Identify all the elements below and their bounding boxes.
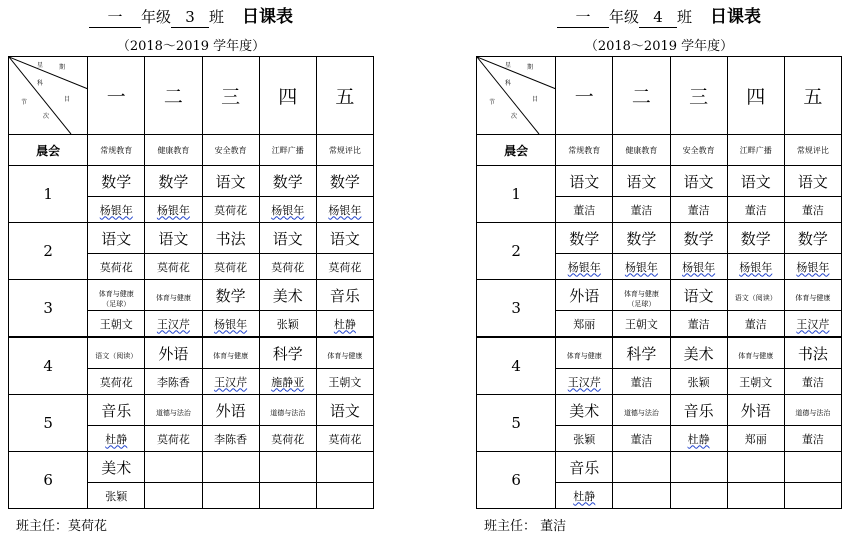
class-number: 3 <box>171 7 209 28</box>
teacher-cell <box>613 197 670 223</box>
subject-cell <box>145 280 202 311</box>
subject-name: 书法 <box>215 229 246 248</box>
subject-cell <box>316 280 373 311</box>
subject-cell <box>259 280 316 311</box>
teacher-cell <box>613 483 670 509</box>
subject-cell <box>316 337 373 369</box>
teacher-name: 施静亚 <box>271 375 305 389</box>
teacher-name: 王汉芹 <box>567 375 601 389</box>
subject-cell <box>727 452 784 483</box>
subject-cell <box>556 280 613 311</box>
subject-name: 音乐 <box>569 458 600 477</box>
subject-cell <box>259 395 316 426</box>
teacher-cell <box>145 197 202 223</box>
subject-cell <box>556 337 613 369</box>
corner-label-top1: 星 <box>37 62 44 69</box>
grade-label: 年级 <box>140 8 171 26</box>
day-header-3: 三 <box>670 57 727 135</box>
subject-cell <box>259 166 316 197</box>
teacher-cell <box>613 311 670 338</box>
teacher-cell <box>556 254 613 280</box>
subject-cell <box>556 395 613 426</box>
subject-cell <box>259 452 316 483</box>
teacher-cell <box>88 197 145 223</box>
subject-cell <box>727 166 784 197</box>
teacher-cell <box>145 426 202 452</box>
morning-item: 常规评比 <box>316 135 373 166</box>
morning-item: 健康教育 <box>145 135 202 166</box>
day-header-2: 二 <box>613 57 670 135</box>
teacher-name: 杨银年 <box>271 203 305 217</box>
subject-name: 外语 <box>158 344 189 363</box>
subject-name: 美术 <box>569 401 600 420</box>
subject-cell <box>556 452 613 483</box>
corner-label-mid2: 目 <box>64 96 71 103</box>
morning-item: 江畔广播 <box>727 135 784 166</box>
subject-name: 书法 <box>797 344 828 363</box>
subject-name: 语文 <box>797 172 828 191</box>
corner-label-bot1: 节 <box>21 99 28 106</box>
teacher-cell <box>316 369 373 395</box>
teacher-name: 杨银年 <box>214 317 248 331</box>
diagonal-lines <box>9 57 88 134</box>
teacher-cell <box>316 197 373 223</box>
subject-name: 数学 <box>626 229 657 248</box>
teacher-name: 张颖 <box>573 432 596 446</box>
teacher-cell <box>784 483 841 509</box>
grade-value: 一 <box>89 7 141 28</box>
teacher-cell <box>727 197 784 223</box>
subject-cell <box>727 337 784 369</box>
teacher-name: 董洁 <box>573 203 596 217</box>
subject-cell <box>670 223 727 254</box>
teacher-name: 莫荷花 <box>156 260 190 274</box>
teacher-cell <box>670 426 727 452</box>
corner-label-top1: 星 <box>505 62 512 69</box>
teacher-cell <box>784 311 841 338</box>
subject-name: 数学 <box>740 229 771 248</box>
teacher-cell <box>202 426 259 452</box>
subject-cell <box>88 280 145 311</box>
teacher-name: 杜静 <box>333 317 356 331</box>
corner-label-mid2: 目 <box>532 96 539 103</box>
teacher-cell <box>727 254 784 280</box>
school-year: （2018～2019 学年度） <box>116 39 266 54</box>
teacher-name: 王朝文 <box>328 375 362 389</box>
subject-cell <box>202 166 259 197</box>
subject-name: 体育与健康 <box>738 352 774 360</box>
morning-item: 常规教育 <box>556 135 613 166</box>
teacher-cell <box>727 426 784 452</box>
subject-note: （足球） <box>627 299 656 308</box>
subject-name: 语文 <box>683 286 714 305</box>
teacher-cell <box>145 369 202 395</box>
subject-cell <box>88 452 145 483</box>
subject-name: 语文（阅读） <box>95 352 138 360</box>
teacher-name: 莫荷花 <box>271 432 305 446</box>
teacher-name: 莫荷花 <box>214 260 248 274</box>
subject-name: 音乐 <box>101 401 132 420</box>
corner-label-mid1: 科 <box>505 80 512 87</box>
subject-cell <box>202 223 259 254</box>
teacher-name: 杨银年 <box>796 260 830 274</box>
teacher-cell <box>727 369 784 395</box>
teacher-cell <box>202 369 259 395</box>
subject-name: 数学 <box>797 229 828 248</box>
corner-label-bot1: 节 <box>489 99 496 106</box>
subject-name: 外语 <box>569 286 600 305</box>
subject-name: 语文 <box>272 229 303 248</box>
subject-cell <box>259 337 316 369</box>
subject-name: 语文 <box>683 172 714 191</box>
morning-item: 安全教育 <box>202 135 259 166</box>
subject-name: 音乐 <box>329 286 360 305</box>
day-header-5: 五 <box>316 57 373 135</box>
subject-cell <box>727 280 784 311</box>
teacher-name: 杜静 <box>105 432 128 446</box>
day-header-5: 五 <box>784 57 841 135</box>
subject-name: 数学 <box>683 229 714 248</box>
day-header-4: 四 <box>259 57 316 135</box>
day-header-1: 一 <box>88 57 145 135</box>
teacher-name: 莫荷花 <box>99 260 133 274</box>
teacher-name: 杨银年 <box>567 260 601 274</box>
corner-label-mid1: 科 <box>37 80 44 87</box>
teacher-name: 董洁 <box>687 203 710 217</box>
period-number: 2 <box>477 223 556 280</box>
teacher-cell <box>784 254 841 280</box>
teacher-cell <box>784 426 841 452</box>
corner-label-top2: 期 <box>59 64 66 71</box>
subject-name: 体育与健康 <box>213 352 249 360</box>
teacher-name: 杜静 <box>687 432 710 446</box>
teacher-cell <box>556 197 613 223</box>
subject-name: 语文 <box>101 229 132 248</box>
teacher-cell <box>259 311 316 338</box>
title-text: 日课表 <box>242 7 294 27</box>
subject-cell <box>613 452 670 483</box>
subject-cell <box>145 223 202 254</box>
teacher-cell <box>316 254 373 280</box>
teacher-cell <box>784 369 841 395</box>
teacher-name: 王朝文 <box>624 317 658 331</box>
teacher-name: 李陈香 <box>214 432 248 446</box>
teacher-name: 杨银年 <box>156 203 190 217</box>
teacher-cell <box>88 426 145 452</box>
teacher-cell <box>88 483 145 509</box>
subject-cell <box>88 395 145 426</box>
class-3-schedule <box>8 0 374 533</box>
period-number: 3 <box>477 280 556 338</box>
teacher-cell <box>259 483 316 509</box>
teacher-cell <box>613 426 670 452</box>
subject-cell <box>613 166 670 197</box>
teacher-cell <box>670 197 727 223</box>
period-number: 4 <box>9 337 88 395</box>
subject-name: 语文 <box>329 401 360 420</box>
grade-label: 年级 <box>608 8 639 26</box>
teacher-name: 郑丽 <box>744 432 767 446</box>
period-number: 4 <box>477 337 556 395</box>
period-number: 1 <box>9 166 88 223</box>
diagonal-lines <box>477 57 556 134</box>
subject-name: 科学 <box>272 344 303 363</box>
subject-cell <box>670 452 727 483</box>
teacher-cell <box>670 311 727 338</box>
morning-item: 常规评比 <box>784 135 841 166</box>
teacher-name: 王朝文 <box>99 317 133 331</box>
teacher-cell <box>670 483 727 509</box>
subject-cell <box>784 166 841 197</box>
subject-note: （足球） <box>102 299 131 308</box>
teacher-cell <box>556 369 613 395</box>
subject-name: 数学 <box>158 172 189 191</box>
subject-cell <box>670 395 727 426</box>
subject-cell <box>145 452 202 483</box>
teacher-cell <box>202 311 259 338</box>
morning-meeting-label: 晨会 <box>477 135 556 166</box>
period-number: 5 <box>9 395 88 452</box>
subject-cell <box>145 395 202 426</box>
teacher-name: 董洁 <box>801 203 824 217</box>
teacher-name: 王汉芹 <box>214 375 248 389</box>
teacher-name: 王朝文 <box>739 375 773 389</box>
subject-cell <box>88 337 145 369</box>
subject-name: 体育与健康 <box>795 294 831 302</box>
teacher-cell <box>316 311 373 338</box>
subject-name: 道德与法治 <box>155 409 191 417</box>
morning-item: 常规教育 <box>88 135 145 166</box>
subject-cell <box>202 337 259 369</box>
timetable <box>8 56 374 509</box>
morning-meeting-label: 晨会 <box>9 135 88 166</box>
subject-cell <box>145 337 202 369</box>
subject-cell <box>784 280 841 311</box>
teacher-cell <box>670 254 727 280</box>
teacher-cell <box>670 369 727 395</box>
teacher-name: 杨银年 <box>682 260 716 274</box>
morning-item: 安全教育 <box>670 135 727 166</box>
teacher-name: 杜静 <box>573 489 596 503</box>
teacher-cell <box>556 311 613 338</box>
subject-cell <box>613 280 670 311</box>
teacher-name: 董洁 <box>630 203 653 217</box>
subject-cell <box>145 166 202 197</box>
subject-name: 外语 <box>215 401 246 420</box>
subject-cell <box>316 166 373 197</box>
day-header-3: 三 <box>202 57 259 135</box>
subject-cell <box>727 395 784 426</box>
teacher-name: 张颖 <box>687 375 710 389</box>
subject-name: 美术 <box>683 344 714 363</box>
subject-name: 语文 <box>569 172 600 191</box>
morning-item: 江畔广播 <box>259 135 316 166</box>
head-teacher: 班主任：莫荷花 <box>16 519 108 534</box>
subject-name: 道德与法治 <box>795 409 831 417</box>
teacher-name: 王汉芹 <box>796 317 830 331</box>
teacher-cell <box>556 483 613 509</box>
subject-name: 体育与健康 <box>327 352 363 360</box>
teacher-cell <box>88 369 145 395</box>
subject-name: 美术 <box>101 458 132 477</box>
teacher-cell <box>556 426 613 452</box>
subject-cell <box>784 337 841 369</box>
subject-cell <box>784 223 841 254</box>
timetable <box>476 56 842 509</box>
teacher-name: 杨银年 <box>624 260 658 274</box>
corner-label-bot2: 次 <box>511 113 518 120</box>
teacher-name: 董洁 <box>687 317 710 331</box>
teacher-name: 杨银年 <box>99 203 133 217</box>
teacher-cell <box>259 197 316 223</box>
subject-name: 数学 <box>272 172 303 191</box>
subject-name: 美术 <box>272 286 303 305</box>
subject-cell <box>727 223 784 254</box>
teacher-cell <box>145 483 202 509</box>
teacher-cell <box>613 369 670 395</box>
teacher-cell <box>202 197 259 223</box>
teacher-name: 董洁 <box>744 317 767 331</box>
morning-item: 健康教育 <box>613 135 670 166</box>
teacher-name: 杨银年 <box>739 260 773 274</box>
subject-cell <box>670 280 727 311</box>
teacher-cell <box>259 254 316 280</box>
teacher-name: 莫荷花 <box>214 203 248 217</box>
subject-cell <box>88 166 145 197</box>
subject-name: 体育与健康 <box>155 294 191 302</box>
teacher-name: 李陈香 <box>156 375 190 389</box>
teacher-name: 张颖 <box>276 317 299 331</box>
subject-name: 语文 <box>626 172 657 191</box>
subject-name: 科学 <box>626 344 657 363</box>
subject-cell <box>556 223 613 254</box>
teacher-cell <box>145 254 202 280</box>
teacher-cell <box>316 426 373 452</box>
subject-cell <box>670 337 727 369</box>
period-number: 6 <box>9 452 88 509</box>
schedule-title <box>476 5 842 29</box>
subject-cell <box>202 395 259 426</box>
teacher-name: 董洁 <box>801 375 824 389</box>
subject-name: 数学 <box>101 172 132 191</box>
teacher-name: 郑丽 <box>573 317 596 331</box>
head-teacher: 班主任： 董洁 <box>484 519 567 534</box>
corner-label-top2: 期 <box>527 64 534 71</box>
subject-cell <box>784 452 841 483</box>
teacher-name: 莫荷花 <box>271 260 305 274</box>
subject-name: 语文 <box>215 172 246 191</box>
subject-cell <box>613 337 670 369</box>
period-number: 2 <box>9 223 88 280</box>
teacher-name: 莫荷花 <box>99 375 133 389</box>
teacher-cell <box>202 483 259 509</box>
teacher-name: 董洁 <box>801 432 824 446</box>
subject-name: 体育与健康 <box>98 289 134 298</box>
subject-name: 数学 <box>215 286 246 305</box>
subject-name: 语文 <box>329 229 360 248</box>
teacher-cell <box>727 483 784 509</box>
teacher-name: 莫荷花 <box>328 260 362 274</box>
teacher-name: 董洁 <box>744 203 767 217</box>
subject-cell <box>316 452 373 483</box>
schedule-title <box>8 5 374 29</box>
subject-cell <box>613 223 670 254</box>
teacher-cell <box>727 311 784 338</box>
subject-name: 体育与健康 <box>623 289 659 298</box>
subject-name: 外语 <box>740 401 771 420</box>
teacher-cell <box>316 483 373 509</box>
period-number: 6 <box>477 452 556 509</box>
day-header-1: 一 <box>556 57 613 135</box>
grade-value: 一 <box>557 7 609 28</box>
subject-name: 道德与法治 <box>623 409 659 417</box>
teacher-name: 杨银年 <box>328 203 362 217</box>
school-year: （2018～2019 学年度） <box>584 39 734 54</box>
subject-name: 音乐 <box>683 401 714 420</box>
day-header-4: 四 <box>727 57 784 135</box>
subject-name: 数学 <box>329 172 360 191</box>
subject-cell <box>88 223 145 254</box>
teacher-cell <box>88 311 145 338</box>
teacher-cell <box>613 254 670 280</box>
subject-name: 语文（阅读） <box>734 294 777 302</box>
subject-name: 数学 <box>569 229 600 248</box>
teacher-name: 董洁 <box>630 432 653 446</box>
corner-header-cell <box>9 57 88 135</box>
teacher-name: 王汉芹 <box>156 317 190 331</box>
teacher-name: 董洁 <box>630 375 653 389</box>
subject-cell <box>784 395 841 426</box>
class-4-schedule <box>476 0 842 533</box>
corner-label-bot2: 次 <box>43 113 50 120</box>
subject-cell <box>613 395 670 426</box>
teacher-name: 张颖 <box>105 489 128 503</box>
teacher-name: 莫荷花 <box>328 432 362 446</box>
subject-cell <box>670 166 727 197</box>
subject-cell <box>259 223 316 254</box>
teacher-name: 莫荷花 <box>156 432 190 446</box>
subject-name: 语文 <box>158 229 189 248</box>
title-text: 日课表 <box>710 7 762 27</box>
period-number: 1 <box>477 166 556 223</box>
teacher-cell <box>202 254 259 280</box>
class-label: 班 <box>677 8 693 26</box>
subject-cell <box>316 395 373 426</box>
subject-name: 体育与健康 <box>566 352 602 360</box>
corner-header-cell <box>477 57 556 135</box>
subject-cell <box>202 452 259 483</box>
teacher-cell <box>259 369 316 395</box>
subject-name: 语文 <box>740 172 771 191</box>
class-number: 4 <box>639 7 677 28</box>
period-number: 3 <box>9 280 88 338</box>
subject-name: 道德与法治 <box>270 409 306 417</box>
teacher-cell <box>145 311 202 338</box>
teacher-cell <box>784 197 841 223</box>
teacher-cell <box>259 426 316 452</box>
subject-cell <box>556 166 613 197</box>
day-header-2: 二 <box>145 57 202 135</box>
class-label: 班 <box>209 8 225 26</box>
subject-cell <box>202 280 259 311</box>
period-number: 5 <box>477 395 556 452</box>
subject-cell <box>316 223 373 254</box>
teacher-cell <box>88 254 145 280</box>
